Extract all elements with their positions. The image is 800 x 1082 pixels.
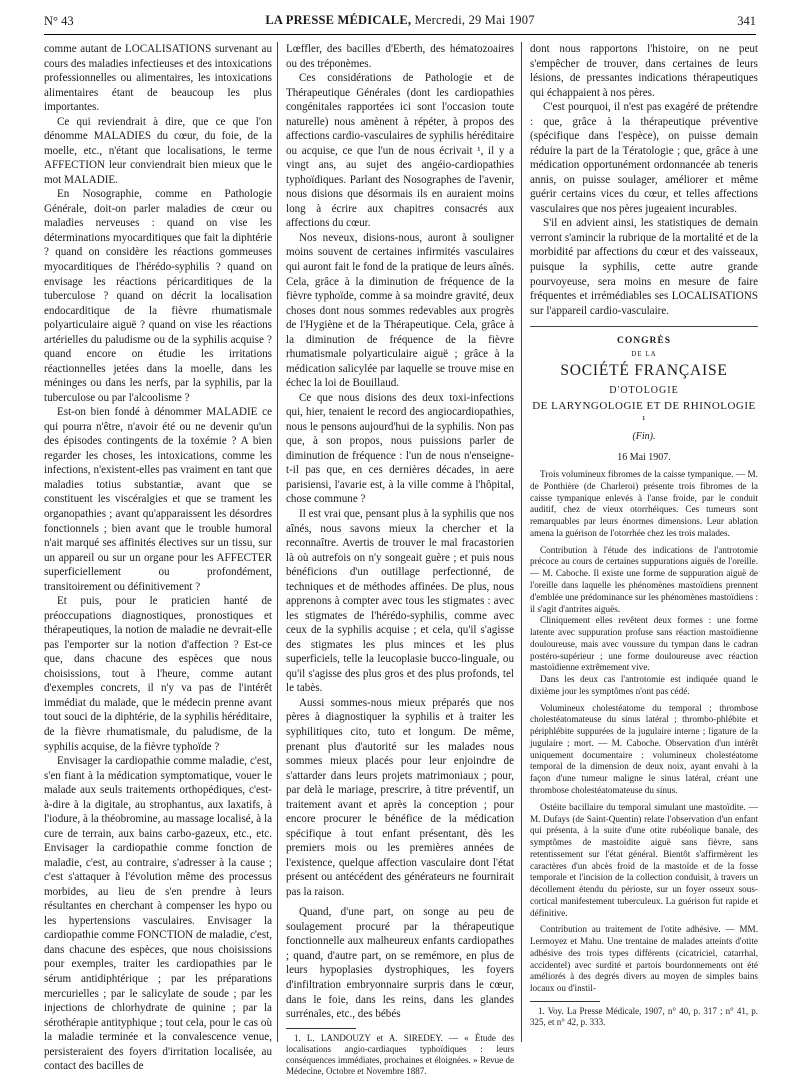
proceeding-entry: Cliniquement elles revêtent deux formes : une forme latente avec suppuration profuse sans réaction mastoïdienne douloureuse, mais avec voussure du tympan dans le cadran postéro-supérieur ; une forme douloureuse avec réaction mastoïdienne extrêmement vive. — [530, 615, 758, 673]
proceeding-entry: Volumineux cholestéatome du temporal ; thrombose cholestéatomateuse du sinus latéral ; thrombo-phlébite et périphlébite suppurées de la jugulaire interne ; ligature de la jugulaire ; mort. — M. Caboche. Observation d'un intérêt uniquement documentaire : volumineux cholestéatome temporal de la dimension de deux noix, ayant envahi à la façon d'une tumeur maligne le sinus latéral, créant une thrombose cholestéatomateuse du sinus. — [530, 702, 758, 795]
paragraph: Lœffler, des bacilles d'Eberth, des hématozoaires ou des tréponèmes. — [286, 43, 514, 70]
congress-label: CONGRÈS — [617, 336, 671, 347]
fin-label: (Fin). — [632, 430, 656, 442]
paragraph: Nos neveux, disions-nous, auront à souligner moins souvent de certaines infirmités vasculaires qui auront fait le fond de la pratique de leurs aînés. Cela, grâce à la diminution de fréquence de la fièvre typhoïde, comme à sa moindre gravité, deux choses dont nous sommes redevables aux progrès de l'Hygiène et de la Thérapeutique. Cela, grâce à la diminution de fréquence de la fièvre rhumatismale polyarticulaire aiguë ; grâce à la médication salicylée par laquelle se trouve mise en échec la loi de Bouillaud. — [286, 231, 514, 390]
paragraph: S'il en advient ainsi, les statistiques de demain verront s'amincir la rubrique de la mortalité et de la morbidité par affections du cœur et des vaisseaux, puisque la syphilis, cette autre grande pourvoyeuse, sera moins en mesure de faire fréquentes et irrémédiables ses LOCALISATIONS sur l'appareil cardio-vasculaire. — [530, 217, 758, 317]
paragraph: Ces considérations de Pathologie et de Thérapeutique Générales (dont les cardiopathies congénitales rapportées ici sont l'occasion toute naturelle) nous amènent à répéter, à propos des affections cardio-vasculaires de syphilis héréditaire ou acquise, ce que l'un de nous écrivait ¹, il y a vingt ans, au sujet des angéio-cardiopathies typhoïdiques. Parlant des Nosographes de l'avenir, nous disions que désormais ils en auraient moins long à écrire aux chapitres consacrés aux affections du cœur. — [286, 72, 514, 230]
society-name: SOCIÉTÉ FRANÇAISE — [560, 361, 728, 379]
congress-article: DE LA — [631, 349, 657, 358]
paragraph: Et puis, pour le praticien hanté de préoccupations diagnostiques, pronostiques et thérapeutiques, la notion de maladie ne devrait-elle pas l'emporter sur la notion d'affection ? Est-ce que, dans chacune des espèces que nous choisissions, tout à l'heure, comme autant d'exemples concrets, il n'y va pas de l'intérêt immédiat du malade, que le médecin prenne avant tout souci de la diphtérie, de la syphilis héréditaire, de la fièvre rhumatismale, du paludisme, de la syphilis acquise, de la fièvre typhoïde ? — [44, 595, 272, 753]
proceeding-entry: Contribution au traitement de l'otite adhésive. — MM. Lermoyez et Mahu. Une trentaine de malades atteints d'otite adhésive des trois types différents (cicatriciel, catarrhal, accidentel) avec surdité et partois bourdonnements ont été améliorés à des degrés divers au moyen de simples bains locaux ou d'instil- — [530, 924, 758, 994]
column-2 — [286, 42, 514, 1078]
paragraph: comme autant de LOCALISATIONS survenant au cours des maladies infectieuses et des intoxications professionnelles ou alimentaires, les intoxications alimentaires étant de beaucoup les plus importantes. — [44, 43, 272, 114]
journal-title-line — [44, 13, 756, 28]
society-subtitle-2: DE LARYNGOLOGIE ET DE RHINOLOGIE ¹ — [532, 400, 756, 427]
paragraph: Il est vrai que, pensant plus à la syphilis que nos aînés, nous savons mieux la chercher et la reconnaître. Avertis de trouver le mal fracastorien là où autrefois on n'y songeait guère ; et puis nous bénéficions d'un outillage perfectionné, de techniques et de méthodes affinées. De plus, nous apprenons à compter avec tous les stigmates : avec les stigmates de l'hérédo-syphilis, comme avec ceux de la syphilis acquise ; et cela, qu'il s'agisse des stigmates les plus minces et les plus superficiels, telle la leucoplasie bucco-linguale, ou qu'il s'agisse des plus gros et des plus profonds, tel le tabès. — [286, 508, 514, 695]
society-subtitle-1: D'OTOLOGIE — [609, 384, 679, 396]
column-divider — [521, 42, 522, 1042]
paragraph: Est-on bien fondé à dénommer MALADIE ce qui pourra n'être, n'avoir été ou ne devenir qu'un des épisodes contingents de la toxémie ? A bien regarder les choses, les intoxications, comme les infections, n'existent-elles pas vraiment en tant que maladies totius substantiæ, avant que se constituent les viscéralgies et que se trament les organopathies ; avant qu'apparaissent les désordres fonctionnels ; bien avant que le trouble humoral n'ait marqué ses affinités électives sur un tissu, sur un appareil ou sur un organe pour les AFFECTER superficiellement ou profondément, transitoirement ou définitivement ? — [44, 406, 272, 593]
proceeding-entry: Contribution à l'étude des indications de l'antrotomie précoce au cours de certaines suppurations aiguës de l'oreille. — M. Caboche. Il existe une forme de suppuration aiguë de l'oreille dans laquelle les phénomènes mastoïdiens prennent d'emblée une prédominance sur les phénomènes mastoïdiens : il s'agit d'antrites aiguës. — [530, 544, 758, 614]
page-header — [44, 10, 756, 32]
journal-title: LA PRESSE MÉDICALE, — [265, 13, 412, 27]
proceeding-entry: Trois volumineux fibromes de la caisse tympanique. — M. de Ponthière (de Charleroi) présente trois fibromes de la caisse tympanique enlevés à l'anse froide, par le conduit auditif, chez de vieux otorrhéiques. Ces tumeurs sont remarquables par leurs énormes dimensions. Leur ablation amena la guérison de l'otorrhée chez les trois malades. — [530, 469, 758, 538]
paragraph: Quand, d'une part, on songe au peu de soulagement procuré par la thérapeutique fonctionnelle aux malheureux enfants cardiopathes ; quand, d'autre part, on se remémore, en plus de leurs hypoplasies dystrophiques, les foyers d'infiltration embryonnaire surpris dans le cœur, dans le foie, dans les reins, dans les glandes surrénales, etc., des bébés — [286, 906, 514, 1021]
column-3 — [530, 42, 758, 1029]
footnote: 1. L. LANDOUZY et A. SIREDEY. — « Étude des localisations angio-cardiaques typhoïdiques : leurs conséquences immédiates, prochaines et éloignées. » Revue de Médecine, Octobre et Novembre 1887. — [286, 1032, 514, 1077]
paragraph: dont nous rapportons l'histoire, on ne peut s'empêcher de trouver, dans certaines de leurs lésions, de pressantes indications thérapeutiques qui échappaient à nos pères. — [530, 43, 758, 99]
column-divider — [277, 42, 278, 1042]
section-rule — [530, 326, 758, 327]
footnote: 1. Voy. La Presse Médicale, 1907, n° 40, p. 317 ; n° 41, p. 325, et n° 42, p. 333. — [530, 1006, 758, 1028]
footnote-rule — [530, 1001, 600, 1002]
paragraph: Ce que nous disions des deux toxi-infections qui, hier, tenaient le record des angiocardiopathies, nous le pensons aujourd'hui de la syphilis. Non pas que, à son propos, nous puissions parler de diminution de fréquence : l'un de nous n'enseigne-t-il pas que, en ces dernières décades, in aere parisiensi, l'avarie est, à la ville comme à l'hôpital, chose commune ? — [286, 391, 514, 506]
paragraph: En Nosographie, comme en Pathologie Générale, doit-on parler maladies de cœur ou maladies nerveuses : quand on vise les déterminations myocarditiques que fait la diphtérie ? quand on considère les réactions gommeuses myocarditiques de l'hérédo-syphilis ? quand on envisage les réactions péricarditiques de la tuberculose ? quand on décrit la localisation endocarditique de la fièvre rhumatismale polyarticulaire aiguë ? quand on vise les réactions artérielles du paludisme ou de la syphilis acquise ? quand encore on étudie les irritations réactionnelles jetées dans la moelle, dans les méninges ou dans les nerfs, par la syphilis, par la tuberculose ou par l'alcoolisme ? — [44, 188, 272, 404]
proceeding-entry: Ostéite bacillaire du temporal simulant une mastoïdite. — M. Dufays (de Saint-Quentin) relate l'observation d'un enfant qui présenta, à la suite d'une otite rubéolique banale, des symptômes de mastoïdite aiguë sans fièvre, sans retentissement sur l'état général. Bientôt s'affirmèrent les caractères d'un abcès froid de la mastoïde et de la fosse temporale et l'incision de la collection conduisit, à travers un décollement étendu du périoste, sur un foyer osseux sous-cortical manifestement tuberculeux. La guérison fut rapide et définitive. — [530, 801, 758, 918]
paragraph: Aussi sommes-nous mieux préparés que nos pères à diagnostiquer la syphilis et à traiter les syphilitiques cito, tuto et longum. De même, prenant plus d'autorité sur les malades nous sommes mieux placés pour leur enjoindre de s'attarder dans leurs projets matrimoniaux ; pour, par delà le mariage, prescrire, à titre préventif, un traitement avant et après la conception ; pour encore procurer le bénéfice de la médication spécifique à tout enfant présentant, dès les premiers mois ou les premières années de l'existence, quelque affection vasculaire dont l'état présent ou antécédent des générateurs ne fournirait pas la raison. — [286, 696, 514, 898]
header-rule — [44, 34, 756, 35]
proceedings — [530, 469, 758, 995]
paragraph: Ce qui reviendrait à dire, que ce que l'on dénomme MALADIES du cœur, du foie, de la moelle, etc., n'étant que localisations, le terme AFFECTION leur conviendrait bien mieux que le mot MALADIE. — [44, 115, 272, 186]
issue-date: Mercredi, 29 Mai 1907 — [414, 13, 535, 27]
paragraph: C'est pourquoi, il n'est pas exagéré de prétendre : que, grâce à la thérapeutique préventive (spécifique dans l'espèce), on puisse demain réduire la part de la Tératologie ; que, grâce à une médication opportunément ordonnancée ab teneris annis, on puisse soulager, améliorer et même guérir certains vices du cœur, et telles affections vasculaires que nos pères jugeaient incurables. — [530, 101, 758, 215]
page-number: 341 — [737, 14, 756, 28]
footnote-rule — [286, 1028, 356, 1029]
paragraph: Envisager la cardiopathie comme maladie, c'est, s'en fiant à la médication symptomatique, vouer le malade aux seuls traitements orthopédiques, c'est-à-dire à la digitale, au strophantus, aux laxatifs, à l'iodure, à la théobromine, au massage localisé, à la cure de terrain, aux bains carbo-gazeux, etc., etc. Envisager la cardiopathie comme fonction de maladie, c'est, au contraire, s'adresser à la cause ; c'est s'attaquer à l'évolution même des processus morbides, au lieu de s'en prendre à leurs résultantes en cherchant à compenser les hypo ou les hypertensions vasculaires. Envisager la cardiopathie comme FONCTION de maladie, c'est, dans chacune des espèces, que nous choisissions pour exemples, traiter les cardiopathies par le sérum antidiphtérique ; par les préparations mercurielles ; par le salicylate de soude ; par les injections de chlorhydrate de quinine ; par la sérothérapie antityphique ; tout cela, pour le cas où la maladie terminée et la convalescence venue, persisteraient des foyers d'irritation localisée, au contact des bacilles de — [44, 755, 272, 1073]
congress-heading — [530, 335, 758, 464]
column-1 — [44, 42, 272, 1074]
session-date: 16 Mai 1907. — [617, 451, 671, 463]
issue-number: N° 43 — [44, 14, 74, 28]
proceeding-entry: Dans les deux cas l'antrotomie est indiquée quand le dixième jour les symptômes n'ont pas cédé. — [530, 674, 758, 696]
